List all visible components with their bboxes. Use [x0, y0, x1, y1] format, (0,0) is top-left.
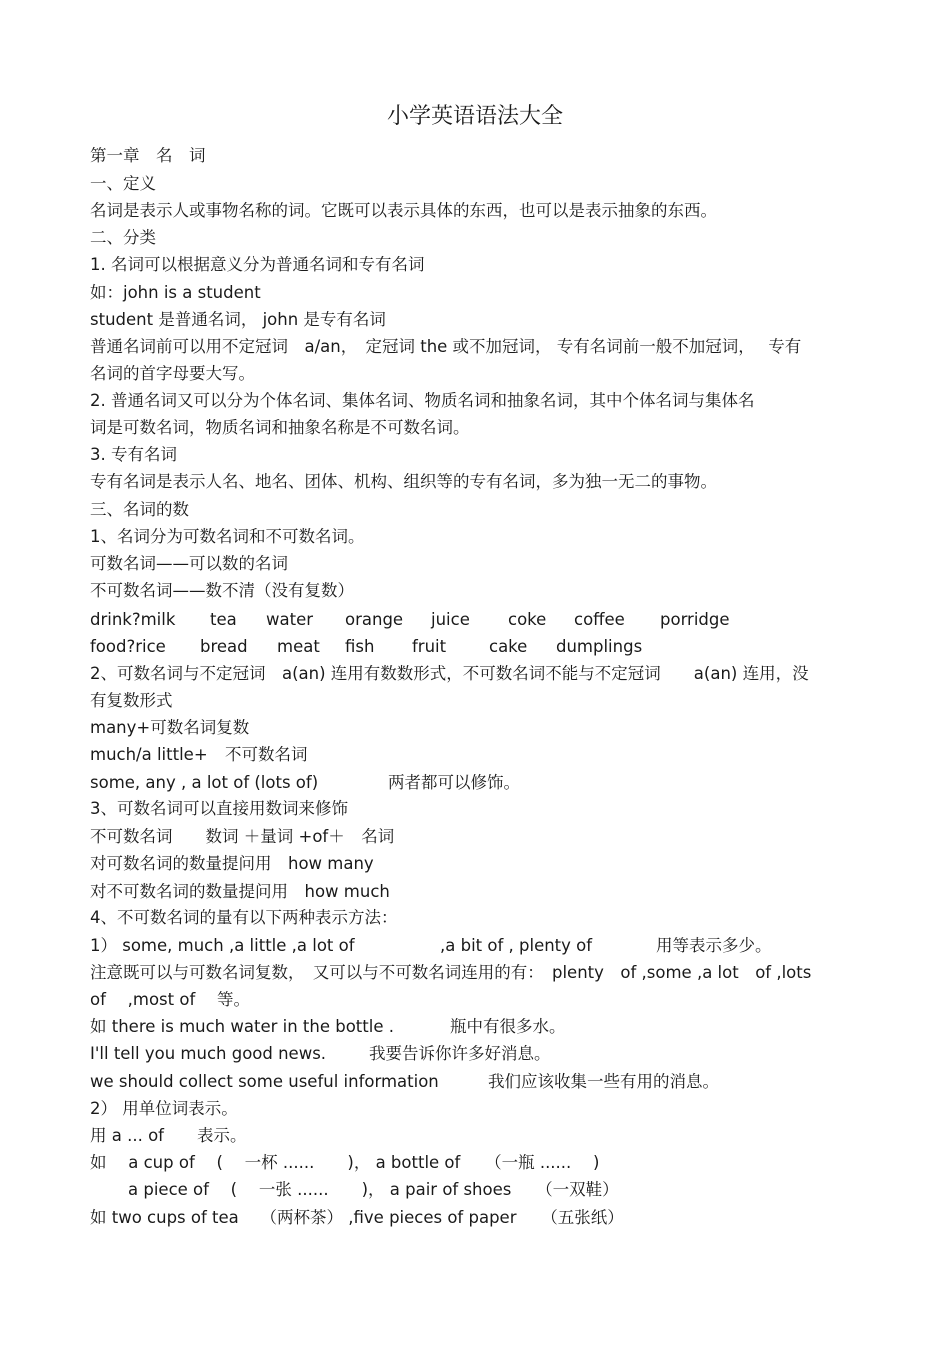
classification-point-1: 1. 名词可以根据意义分为普通名词和专有名词	[90, 255, 425, 274]
word-item: fish	[345, 637, 375, 656]
number-point-3: 3、可数名词可以直接用数词来修饰	[90, 799, 348, 818]
paragraph-line: 名词的首字母要大写。	[90, 364, 255, 383]
section-heading-number: 三、名词的数	[90, 500, 189, 519]
example-explanation: student 是普通名词， john 是专有名词	[90, 310, 386, 329]
line-segment: 不可数名词	[225, 745, 308, 764]
paragraph-line: 2） 用单位词表示。	[90, 1099, 238, 1118]
paragraph-line: 用 a ... of 表示。	[90, 1126, 247, 1145]
paragraph-line: 专有名词是表示人名、地名、团体、机构、组织等的专有名词，多为独一无二的事物。	[90, 472, 717, 491]
word-item: meat	[277, 637, 320, 656]
word-item: tea	[210, 610, 237, 629]
word-item: orange	[345, 610, 404, 629]
paragraph-line: many+可数名词复数	[90, 718, 250, 737]
paragraph-line: 普通名词前可以用不定冠词 a/an， 定冠词 the 或不加冠词， 专有名词前一般不加冠词， 专有	[90, 337, 802, 356]
paragraph-line: of ,most of 等。	[90, 990, 251, 1009]
classification-point-2: 2. 普通名词又可以分为个体名词、集体名词、物质名词和抽象名词，其中个体名词与集体名	[90, 391, 755, 410]
line-segment: some, any , a lot of (lots of)	[90, 773, 319, 792]
word-item: juice	[431, 610, 470, 629]
paragraph-line: 如 a cup of ( 一杯 ...... )， a bottle of （一瓶 ...... )	[90, 1153, 600, 1172]
word-item: coke	[508, 610, 547, 629]
line-segment: 我要告诉你许多好消息。	[369, 1044, 551, 1063]
word-item: porridge	[660, 610, 730, 629]
paragraph-line: 注意既可以与可数名词复数， 又可以与不可数名词连用的有： plenty of ,some ,a lot of ,lots	[90, 963, 812, 982]
word-item: drink?milk	[90, 610, 176, 629]
paragraph-line: 对不可数名词的数量提问用 how much	[90, 882, 390, 901]
paragraph-line: 对可数名词的数量提问用 how many	[90, 854, 374, 873]
classification-point-3: 3. 专有名词	[90, 445, 177, 464]
number-point-4: 4、不可数名词的量有以下两种表示方法：	[90, 908, 398, 927]
paragraph-line: 不可数名词——数不清（没有复数）	[90, 581, 354, 600]
word-item: coffee	[574, 610, 625, 629]
definition-text: 名词是表示人或事物名称的词。它既可以表示具体的东西，也可以是表示抽象的东西。	[90, 201, 717, 220]
paragraph-line: 如 two cups of tea （两杯茶） ,five pieces of paper （五张纸）	[90, 1208, 624, 1227]
paragraph-line: 有复数形式	[90, 691, 173, 710]
number-point-2: 2、可数名词与不定冠词 a(an) 连用有数数形式，不可数名词不能与不定冠词 a(an) 连用，没	[90, 664, 809, 683]
word-item: water	[266, 610, 314, 629]
document-title: 小学英语语法大全	[386, 104, 563, 129]
line-segment: 如 there is much water in the bottle .	[90, 1017, 394, 1036]
line-segment: 两者都可以修饰。	[388, 773, 520, 792]
line-segment: I'll tell you much good news.	[90, 1044, 327, 1063]
paragraph-line: 不可数名词 数词 ＋量词 +of＋ 名词	[90, 827, 395, 846]
number-point-1: 1、名词分为可数名词和不可数名词。	[90, 527, 365, 546]
word-item: fruit	[412, 637, 447, 656]
paragraph-line: 词是可数名词，物质名词和抽象名称是不可数名词。	[90, 418, 470, 437]
line-segment: 瓶中有很多水。	[450, 1017, 566, 1036]
word-item: food?rice	[90, 637, 166, 656]
line-segment: 用等表示多少。	[656, 936, 772, 955]
chapter-heading: 第一章 名 词	[90, 146, 206, 165]
word-item: cake	[489, 637, 528, 656]
line-segment: 1） some, much ,a little ,a lot of	[90, 936, 355, 955]
line-segment: much/a little+	[90, 745, 208, 764]
line-segment: 我们应该收集一些有用的消息。	[488, 1072, 719, 1091]
section-heading-classification: 二、分类	[90, 228, 156, 247]
line-segment: ,a bit of , plenty of	[440, 936, 593, 955]
paragraph-line: a piece of ( 一张 ...... )， a pair of shoes （一双鞋）	[128, 1180, 619, 1199]
word-item: bread	[200, 637, 248, 656]
example-line: 如：john is a student	[90, 283, 261, 302]
paragraph-line: 可数名词——可以数的名词	[90, 554, 288, 573]
section-heading-definition: 一、定义	[90, 174, 156, 193]
word-item: dumplings	[556, 637, 643, 656]
line-segment: we should collect some useful information	[90, 1072, 439, 1091]
